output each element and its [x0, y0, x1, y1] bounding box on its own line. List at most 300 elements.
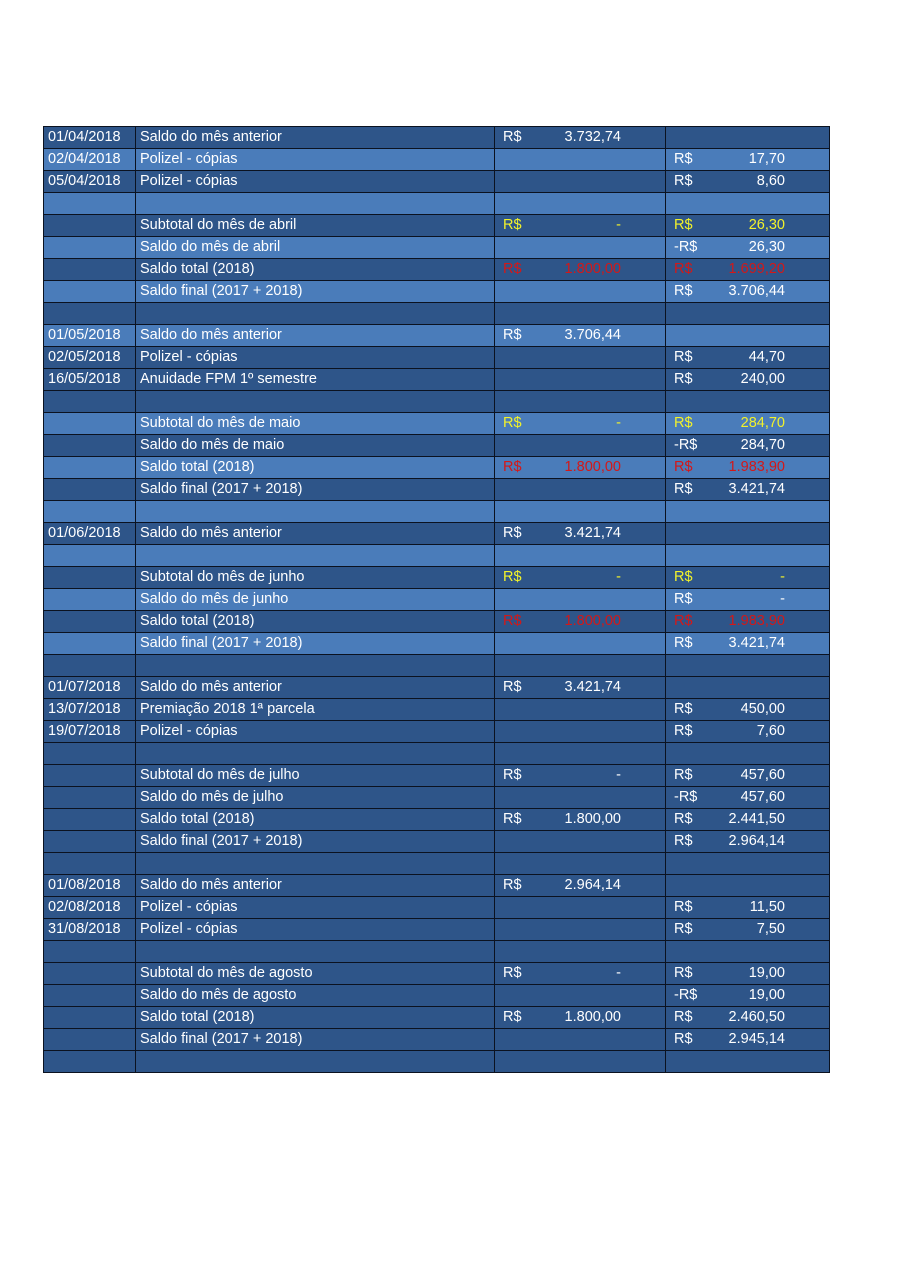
date-cell: [44, 963, 136, 985]
date-cell: [44, 149, 136, 171]
date-cell: [44, 853, 136, 875]
date-cell: [44, 765, 136, 787]
credit-cell: [495, 501, 666, 523]
date-cell: [44, 941, 136, 963]
debit-cell: [666, 303, 830, 325]
debit-cell: [666, 347, 830, 369]
credit-amount: -: [616, 767, 621, 783]
date-cell: [44, 919, 136, 941]
debit-cell: [666, 281, 830, 303]
ledger-row: [44, 215, 830, 237]
date-cell: [44, 479, 136, 501]
debit-currency: R$: [674, 151, 693, 167]
description-cell: [136, 1029, 495, 1051]
credit-cell: [495, 391, 666, 413]
debit-amount: -: [780, 591, 785, 607]
date-cell: [44, 259, 136, 281]
date-text: 13/07/2018: [48, 701, 121, 717]
description-cell: [136, 875, 495, 897]
debit-amount: -: [780, 569, 785, 585]
description-cell: [136, 1007, 495, 1029]
credit-amount: 3.421,74: [564, 525, 621, 541]
description-cell: [136, 523, 495, 545]
debit-amount: 457,60: [740, 767, 785, 783]
credit-currency: R$: [503, 1009, 522, 1025]
date-cell: [44, 237, 136, 259]
ledger-table: [43, 126, 830, 1073]
debit-cell: [666, 655, 830, 677]
debit-currency: R$: [674, 723, 693, 739]
debit-amount: 7,50: [756, 921, 785, 937]
debit-cell: [666, 765, 830, 787]
debit-cell: [666, 567, 830, 589]
ledger-row: [44, 391, 830, 413]
credit-currency: R$: [503, 877, 522, 893]
credit-currency: R$: [503, 525, 522, 541]
description-cell: [136, 237, 495, 259]
debit-amount: 284,70: [740, 415, 785, 431]
credit-cell: [495, 479, 666, 501]
credit-currency: R$: [503, 965, 522, 981]
description-text: Saldo do mês de agosto: [140, 987, 297, 1003]
debit-currency: R$: [674, 701, 693, 717]
date-cell: [44, 1029, 136, 1051]
credit-cell: [495, 611, 666, 633]
description-cell: [136, 435, 495, 457]
credit-currency: R$: [503, 679, 522, 695]
debit-amount: 44,70: [748, 349, 785, 365]
debit-cell: [666, 545, 830, 567]
ledger-row: [44, 677, 830, 699]
debit-currency: R$: [674, 811, 693, 827]
date-cell: [44, 875, 136, 897]
ledger-row: [44, 963, 830, 985]
credit-cell: [495, 171, 666, 193]
debit-cell: [666, 963, 830, 985]
credit-cell: [495, 1007, 666, 1029]
ledger-row: [44, 809, 830, 831]
debit-cell: [666, 633, 830, 655]
debit-currency: R$: [674, 371, 693, 387]
description-text: Saldo total (2018): [140, 613, 255, 629]
description-cell: [136, 633, 495, 655]
ledger-row: [44, 545, 830, 567]
credit-cell: [495, 193, 666, 215]
description-text: Subtotal do mês de agosto: [140, 965, 313, 981]
ledger-row: [44, 435, 830, 457]
credit-currency: R$: [503, 767, 522, 783]
date-cell: [44, 391, 136, 413]
description-cell: [136, 171, 495, 193]
date-cell: [44, 435, 136, 457]
description-cell: [136, 545, 495, 567]
description-text: Saldo final (2017 + 2018): [140, 481, 303, 497]
credit-amount: 1.800,00: [564, 811, 621, 827]
description-text: Saldo do mês de junho: [140, 591, 289, 607]
credit-cell: [495, 633, 666, 655]
credit-cell: [495, 1029, 666, 1051]
description-text: Saldo total (2018): [140, 261, 255, 277]
description-text: Subtotal do mês de julho: [140, 767, 300, 783]
debit-cell: [666, 1029, 830, 1051]
description-text: Saldo do mês anterior: [140, 679, 282, 695]
description-text: Saldo do mês anterior: [140, 525, 282, 541]
credit-cell: [495, 347, 666, 369]
debit-cell: [666, 523, 830, 545]
credit-cell: [495, 655, 666, 677]
debit-cell: [666, 897, 830, 919]
debit-amount: 2.441,50: [728, 811, 785, 827]
date-cell: [44, 633, 136, 655]
description-text: Polizel - cópias: [140, 921, 238, 937]
ledger-row: [44, 721, 830, 743]
date-cell: [44, 523, 136, 545]
credit-cell: [495, 589, 666, 611]
credit-cell: [495, 941, 666, 963]
ledger-row: [44, 479, 830, 501]
description-text: Saldo do mês de julho: [140, 789, 284, 805]
credit-currency: R$: [503, 415, 522, 431]
date-cell: [44, 325, 136, 347]
credit-cell: [495, 149, 666, 171]
debit-cell: [666, 699, 830, 721]
date-cell: [44, 171, 136, 193]
date-text: 02/05/2018: [48, 349, 121, 365]
credit-amount: 1.800,00: [564, 1009, 621, 1025]
description-text: Saldo total (2018): [140, 811, 255, 827]
credit-cell: [495, 303, 666, 325]
debit-currency: R$: [674, 899, 693, 915]
debit-amount: 3.421,74: [728, 481, 785, 497]
date-text: 05/04/2018: [48, 173, 121, 189]
debit-cell: [666, 809, 830, 831]
credit-cell: [495, 985, 666, 1007]
ledger-row: [44, 611, 830, 633]
debit-cell: [666, 171, 830, 193]
credit-currency: R$: [503, 327, 522, 343]
description-cell: [136, 589, 495, 611]
credit-cell: [495, 237, 666, 259]
debit-cell: [666, 501, 830, 523]
date-cell: [44, 457, 136, 479]
date-cell: [44, 193, 136, 215]
debit-amount: 19,00: [748, 965, 785, 981]
debit-cell: [666, 215, 830, 237]
description-text: Saldo do mês de maio: [140, 437, 285, 453]
description-text: Polizel - cópias: [140, 349, 238, 365]
credit-cell: [495, 897, 666, 919]
date-cell: [44, 501, 136, 523]
debit-cell: [666, 1007, 830, 1029]
credit-cell: [495, 743, 666, 765]
ledger-row: [44, 171, 830, 193]
description-cell: [136, 325, 495, 347]
debit-currency: R$: [674, 459, 693, 475]
debit-currency: R$: [674, 261, 693, 277]
description-cell: [136, 721, 495, 743]
debit-amount: 8,60: [756, 173, 785, 189]
credit-amount: 3.706,44: [564, 327, 621, 343]
debit-amount: 3.706,44: [728, 283, 785, 299]
credit-amount: 1.800,00: [564, 459, 621, 475]
debit-cell: [666, 369, 830, 391]
debit-currency: -R$: [674, 239, 698, 255]
description-text: Polizel - cópias: [140, 899, 238, 915]
ledger-row: [44, 149, 830, 171]
description-text: Saldo do mês de abril: [140, 239, 281, 255]
credit-cell: [495, 919, 666, 941]
credit-cell: [495, 853, 666, 875]
credit-cell: [495, 963, 666, 985]
date-cell: [44, 655, 136, 677]
debit-cell: [666, 259, 830, 281]
credit-cell: [495, 567, 666, 589]
credit-cell: [495, 457, 666, 479]
credit-cell: [495, 765, 666, 787]
description-cell: [136, 941, 495, 963]
debit-amount: 1.983,90: [728, 459, 785, 475]
date-cell: [44, 413, 136, 435]
credit-cell: [495, 1051, 666, 1073]
description-cell: [136, 897, 495, 919]
description-text: Saldo total (2018): [140, 459, 255, 475]
debit-cell: [666, 391, 830, 413]
ledger-row: [44, 369, 830, 391]
debit-amount: 450,00: [740, 701, 785, 717]
date-text: 01/05/2018: [48, 327, 121, 343]
debit-cell: [666, 1051, 830, 1073]
debit-amount: 3.421,74: [728, 635, 785, 651]
date-text: 01/06/2018: [48, 525, 121, 541]
debit-amount: 26,30: [748, 239, 785, 255]
credit-cell: [495, 721, 666, 743]
debit-currency: R$: [674, 767, 693, 783]
description-cell: [136, 699, 495, 721]
description-cell: [136, 501, 495, 523]
ledger-body: [44, 127, 830, 1073]
date-cell: [44, 567, 136, 589]
description-cell: [136, 259, 495, 281]
date-cell: [44, 699, 136, 721]
debit-cell: [666, 787, 830, 809]
debit-cell: [666, 941, 830, 963]
credit-amount: -: [616, 569, 621, 585]
ledger-row: [44, 237, 830, 259]
description-cell: [136, 743, 495, 765]
date-text: 02/08/2018: [48, 899, 121, 915]
description-cell: [136, 611, 495, 633]
description-cell: [136, 149, 495, 171]
debit-currency: R$: [674, 1031, 693, 1047]
date-text: 31/08/2018: [48, 921, 121, 937]
debit-amount: 19,00: [748, 987, 785, 1003]
description-text: Polizel - cópias: [140, 723, 238, 739]
description-cell: [136, 215, 495, 237]
description-text: Saldo final (2017 + 2018): [140, 283, 303, 299]
date-cell: [44, 743, 136, 765]
credit-amount: -: [616, 217, 621, 233]
debit-currency: R$: [674, 591, 693, 607]
debit-currency: R$: [674, 613, 693, 629]
credit-cell: [495, 699, 666, 721]
date-text: 02/04/2018: [48, 151, 121, 167]
credit-cell: [495, 127, 666, 149]
description-cell: [136, 787, 495, 809]
debit-amount: 457,60: [740, 789, 785, 805]
date-cell: [44, 985, 136, 1007]
debit-cell: [666, 149, 830, 171]
ledger-row: [44, 127, 830, 149]
ledger-row: [44, 787, 830, 809]
credit-currency: R$: [503, 613, 522, 629]
debit-currency: R$: [674, 217, 693, 233]
description-cell: [136, 193, 495, 215]
ledger-row: [44, 941, 830, 963]
debit-cell: [666, 875, 830, 897]
credit-amount: -: [616, 415, 621, 431]
description-cell: [136, 281, 495, 303]
description-cell: [136, 853, 495, 875]
date-cell: [44, 831, 136, 853]
debit-amount: 17,70: [748, 151, 785, 167]
date-cell: [44, 787, 136, 809]
description-cell: [136, 831, 495, 853]
date-cell: [44, 611, 136, 633]
credit-currency: R$: [503, 459, 522, 475]
debit-currency: R$: [674, 965, 693, 981]
description-text: Anuidade FPM 1º semestre: [140, 371, 317, 387]
debit-amount: 284,70: [740, 437, 785, 453]
description-text: Subtotal do mês de junho: [140, 569, 305, 585]
date-cell: [44, 721, 136, 743]
description-cell: [136, 413, 495, 435]
description-cell: [136, 127, 495, 149]
credit-currency: R$: [503, 261, 522, 277]
debit-currency: -R$: [674, 437, 698, 453]
credit-currency: R$: [503, 569, 522, 585]
ledger-row: [44, 1029, 830, 1051]
debit-currency: R$: [674, 349, 693, 365]
ledger-row: [44, 259, 830, 281]
credit-amount: 2.964,14: [564, 877, 621, 893]
date-text: 16/05/2018: [48, 371, 121, 387]
credit-cell: [495, 369, 666, 391]
date-text: 19/07/2018: [48, 723, 121, 739]
debit-cell: [666, 721, 830, 743]
date-cell: [44, 1007, 136, 1029]
debit-amount: 2.460,50: [728, 1009, 785, 1025]
debit-currency: R$: [674, 1009, 693, 1025]
date-cell: [44, 589, 136, 611]
debit-currency: R$: [674, 569, 693, 585]
ledger-row: [44, 281, 830, 303]
ledger-row: [44, 853, 830, 875]
ledger-row: [44, 919, 830, 941]
credit-cell: [495, 523, 666, 545]
description-cell: [136, 1051, 495, 1073]
date-cell: [44, 215, 136, 237]
date-cell: [44, 809, 136, 831]
debit-cell: [666, 677, 830, 699]
description-cell: [136, 457, 495, 479]
credit-amount: -: [616, 965, 621, 981]
debit-cell: [666, 435, 830, 457]
date-cell: [44, 1051, 136, 1073]
credit-cell: [495, 831, 666, 853]
debit-cell: [666, 853, 830, 875]
description-text: Saldo final (2017 + 2018): [140, 635, 303, 651]
debit-cell: [666, 743, 830, 765]
description-cell: [136, 479, 495, 501]
ledger-row: [44, 413, 830, 435]
description-cell: [136, 765, 495, 787]
description-cell: [136, 919, 495, 941]
description-cell: [136, 655, 495, 677]
description-text: Polizel - cópias: [140, 151, 238, 167]
ledger-row: [44, 567, 830, 589]
description-text: Polizel - cópias: [140, 173, 238, 189]
description-cell: [136, 391, 495, 413]
ledger-row: [44, 699, 830, 721]
ledger-row: [44, 765, 830, 787]
debit-cell: [666, 611, 830, 633]
debit-amount: 2.945,14: [728, 1031, 785, 1047]
description-text: Saldo final (2017 + 2018): [140, 1031, 303, 1047]
date-cell: [44, 897, 136, 919]
debit-currency: R$: [674, 415, 693, 431]
credit-currency: R$: [503, 129, 522, 145]
credit-cell: [495, 259, 666, 281]
description-text: Saldo do mês anterior: [140, 327, 282, 343]
ledger-row: [44, 347, 830, 369]
date-cell: [44, 677, 136, 699]
debit-currency: R$: [674, 481, 693, 497]
debit-currency: R$: [674, 635, 693, 651]
credit-cell: [495, 413, 666, 435]
credit-cell: [495, 325, 666, 347]
credit-currency: R$: [503, 217, 522, 233]
debit-amount: 11,50: [749, 899, 785, 915]
ledger-row: [44, 875, 830, 897]
credit-currency: R$: [503, 811, 522, 827]
debit-currency: R$: [674, 173, 693, 189]
ledger-row: [44, 523, 830, 545]
date-cell: [44, 347, 136, 369]
description-text: Subtotal do mês de abril: [140, 217, 297, 233]
debit-amount: 2.964,14: [728, 833, 785, 849]
date-cell: [44, 127, 136, 149]
credit-cell: [495, 545, 666, 567]
date-cell: [44, 303, 136, 325]
credit-cell: [495, 281, 666, 303]
credit-amount: 3.732,74: [564, 129, 621, 145]
ledger-row: [44, 457, 830, 479]
ledger-row: [44, 743, 830, 765]
credit-amount: 1.800,00: [564, 613, 621, 629]
debit-cell: [666, 589, 830, 611]
ledger-row: [44, 831, 830, 853]
date-cell: [44, 545, 136, 567]
description-text: Saldo final (2017 + 2018): [140, 833, 303, 849]
description-cell: [136, 369, 495, 391]
ledger-row: [44, 633, 830, 655]
debit-currency: -R$: [674, 789, 698, 805]
credit-cell: [495, 787, 666, 809]
ledger-row: [44, 1007, 830, 1029]
description-cell: [136, 809, 495, 831]
ledger-row: [44, 1051, 830, 1073]
description-cell: [136, 985, 495, 1007]
